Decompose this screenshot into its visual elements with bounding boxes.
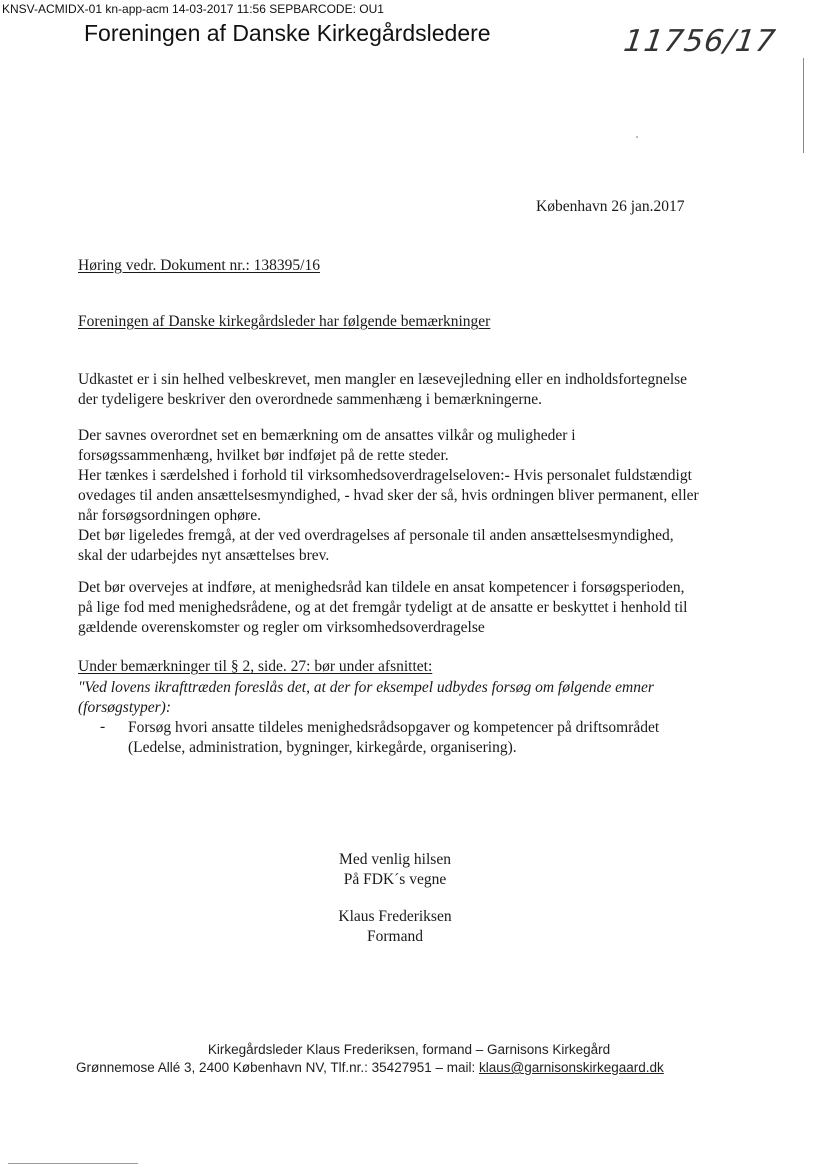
bullet-item xyxy=(128,718,659,758)
paragraph-3-line: på lige fod med menighedsrådene, og at det fremgår tydeligt at de ansatte er beskyttet i henhold til xyxy=(78,599,688,616)
footer-line-2 xyxy=(76,1059,664,1077)
scan-artifact-bottom-rule xyxy=(8,1163,138,1164)
date-line: København 26 jan.2017 xyxy=(536,198,685,215)
paragraph-3-line: gældende overenskomster og regler om virksomhedsoverdragelse xyxy=(78,619,485,636)
paragraph-2 xyxy=(78,426,699,566)
closing-greeting xyxy=(0,850,790,890)
paragraph-2-line: forsøgssammenhæng, hvilket bør indføjet på de rette steder. xyxy=(78,447,449,464)
quote-line: (forsøgstyper): xyxy=(78,699,171,716)
footer-address: Grønnemose Allé 3, 2400 København NV, Tlf.nr.: 35427951 – mail: xyxy=(76,1060,479,1075)
paragraph-2-line: ovedages til anden ansættelsesmyndighed, - hvad sker der så, hvis ordningen bliver permanent, eller xyxy=(78,487,699,504)
hearing-heading: Høring vedr. Dokument nr.: 138395/16 xyxy=(78,257,320,274)
paragraph-2-line: når forsøgsordningen ophøre. xyxy=(78,507,261,524)
signature-block xyxy=(0,907,790,947)
bullet-line: (Ledelse, administration, bygninger, kirkegårde, organisering). xyxy=(128,739,517,756)
quote-line: "Ved lovens ikrafttræden foreslås det, at der for eksempel udbydes forsøg om følgende emner xyxy=(78,679,654,696)
paragraph-1 xyxy=(78,370,687,410)
organization-title: Foreningen af Danske Kirkegårdsledere xyxy=(84,20,491,46)
paragraph-2-line: Det bør ligeledes fremgå, at der ved overdragelses af personale til anden ansættelsesmyndighed, xyxy=(78,527,674,544)
signature-name: Klaus Frederiksen xyxy=(338,908,452,925)
paragraph-2-line: skal der udarbejdes nyt ansættelses brev. xyxy=(78,547,330,564)
scan-artifact-line xyxy=(803,58,804,153)
handwritten-reference-number: 11756/17 xyxy=(621,24,779,59)
remarks-section-heading: Under bemærkninger til § 2, side. 27: bør under afsnittet: xyxy=(78,658,433,675)
signature-title: Formand xyxy=(367,928,423,945)
scan-header-stamp: KNSV-ACMIDX-01 kn-app-acm 14-03-2017 11:56 SEPBARCODE: OU1 xyxy=(2,2,384,16)
paragraph-1-line: der tydeligere beskriver den overordnede sammenhæng i bemærkningerne. xyxy=(78,391,542,408)
footer-line-1: Kirkegårdsleder Klaus Frederiksen, formand – Garnisons Kirkegård xyxy=(207,1042,611,1057)
closing-line: Med venlig hilsen xyxy=(339,851,451,868)
paragraph-1-line: Udkastet er i sin helhed velbeskrevet, men mangler en læsevejledning eller en indholdsfortegnelse xyxy=(78,371,688,388)
remarks-intro-heading: Foreningen af Danske kirkegårdsleder har følgende bemærkninger xyxy=(78,313,491,330)
scan-artifact-dot xyxy=(636,136,638,138)
paragraph-2-line: Der savnes overordnet set en bemærkning om de ansattes vilkår og muligheder i xyxy=(78,427,576,444)
closing-line: På FDK´s vegne xyxy=(343,871,447,888)
paragraph-3-line: Det bør overvejes at indføre, at menighedsråd kan tildele en ansat kompetencer i forsøgsperioden, xyxy=(78,579,685,596)
quoted-text xyxy=(78,678,654,718)
footer-email-link[interactable]: klaus@garnisonskirkegaard.dk xyxy=(479,1060,664,1075)
paragraph-3 xyxy=(78,578,687,638)
bullet-dash: - xyxy=(100,718,106,735)
bullet-line: Forsøg hvori ansatte tildeles menighedsrådsopgaver og kompetencer på driftsområdet xyxy=(128,719,660,736)
paragraph-2-line: Her tænkes i særdelshed i forhold til virksomhedsoverdragelseloven:- Hvis personalet fuldstændigt xyxy=(78,467,692,484)
